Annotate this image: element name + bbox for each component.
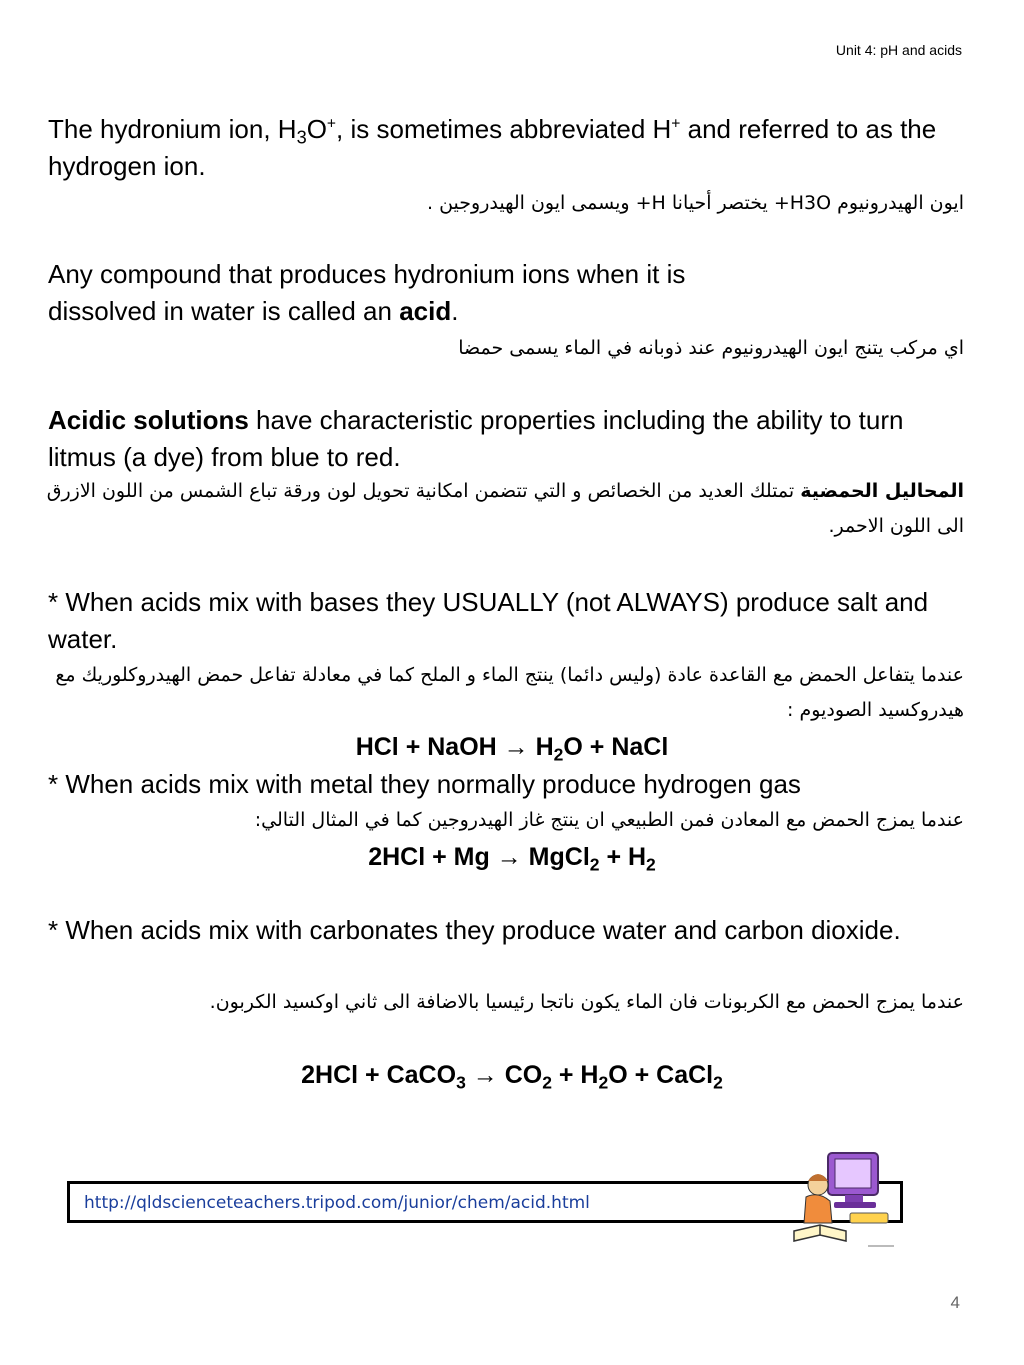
hydronium-paragraph-arabic: ايون الهيدرونيوم H3O+ يختصر أحيانا H+ ويسمى ايون الهيدروجين . [427, 192, 964, 214]
acidic-solutions-paragraph: Acidic solutions have characteristic properties including the ability to turn litmus (a dye) from blue to red. [48, 405, 904, 472]
acidic-solutions-arabic: المحاليل الحمضية تمتلك العديد من الخصائص و التي تتضمن امكانية تحويل لون ورقة تباع الشمس من اللون الازرق الى اللون الاحمر. [46, 480, 964, 537]
acid-definition-arabic: اي مركب يتنج ايون الهيدرونيوم عند ذوبانه في الماء يسمى حمضا [458, 337, 964, 359]
metal-paragraph: * When acids mix with metal they normally produce hydrogen gas [48, 769, 801, 799]
equation-carbonate: 2HCl + CaCO$_3$ → $CO_2 + H_2O$ + CaCl$_2$ [301, 1061, 723, 1093]
student-computer-clipart-icon [790, 1145, 900, 1250]
box-divider [900, 1184, 903, 1220]
bases-arabic: عندما يتفاعل الحمض مع القاعدة عادة (وليس دائما) ينتج الماء و الملح كما في معادلة تفاعل حمض الهيدروكلوريك مع هيدروكسيد الصوديوم : [55, 664, 964, 721]
carbonates-arabic: عندما يمزج الحمض مع الكربونات فان الماء يكون ناتجا رئيسيا بالاضافة الى ثاني اوكسيد الكربون. [209, 991, 964, 1013]
reference-link[interactable]: http://qldscienceteachers.tripod.com/junior/chem/acid.html [84, 1193, 590, 1213]
metal-arabic: عندما يمزج الحمض مع المعادن فمن الطبيعي ان ينتج غاز الهيدروجين كما في المثال التالي: [254, 809, 964, 831]
unit-header: Unit 4: pH and acids [835, 42, 962, 58]
equation-neutralization: HCl + NaOH → $H_2O$ + NaCl [355, 733, 669, 765]
equation-metal: 2HCl + Mg → MgCl$_2$ + $H_2$ [368, 843, 656, 875]
carbonates-paragraph: * When acids mix with carbonates they produce water and carbon dioxide. [48, 915, 901, 945]
reference-link-box [67, 1181, 903, 1223]
page-number: 4 [950, 1293, 960, 1312]
bases-paragraph: * When acids mix with bases they USUALLY (not ALWAYS) produce salt and water. [48, 587, 929, 654]
hydronium-paragraph: The hydronium ion, $H_3O^+$, is sometimes abbreviated H+ and referred to as the hydrogen ion. [48, 114, 937, 181]
acid-definition-paragraph: Any compound that produces hydronium ions when it is dissolved in water is called an acid. [48, 259, 686, 326]
